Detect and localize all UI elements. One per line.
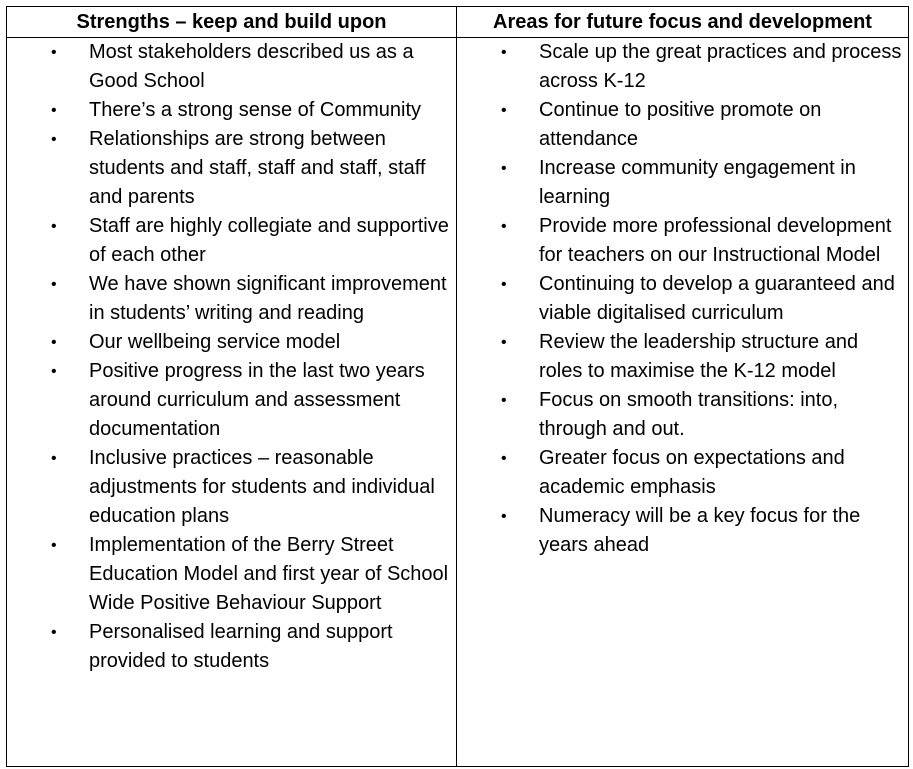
focus-area-item bbox=[457, 386, 908, 444]
focus-area-item-text: Numeracy will be a key focus for the years ahead bbox=[539, 505, 861, 556]
bullet-icon: • bbox=[51, 218, 57, 235]
focus-area-item bbox=[457, 38, 908, 96]
content-row bbox=[7, 38, 909, 767]
bullet-icon: • bbox=[51, 102, 57, 119]
strength-item-text: Implementation of the Berry Street Education Model and first year of School Wide Positive Behaviour Support bbox=[89, 534, 449, 614]
bullet-icon: • bbox=[501, 508, 507, 525]
focus-area-item bbox=[457, 96, 908, 154]
bullet-icon: • bbox=[51, 276, 57, 293]
focus-areas-header: Areas for future focus and development bbox=[457, 7, 909, 38]
strength-item bbox=[7, 125, 456, 212]
strengths-list bbox=[7, 38, 456, 676]
bullet-icon: • bbox=[51, 363, 57, 380]
bullet-icon: • bbox=[501, 450, 507, 467]
strength-item bbox=[7, 328, 456, 357]
focus-area-item bbox=[457, 328, 908, 386]
focus-area-item bbox=[457, 444, 908, 502]
focus-area-item bbox=[457, 154, 908, 212]
strength-item bbox=[7, 212, 456, 270]
focus-area-item bbox=[457, 270, 908, 328]
strength-item-text: There’s a strong sense of Community bbox=[89, 99, 422, 121]
strength-item bbox=[7, 270, 456, 328]
bullet-icon: • bbox=[51, 537, 57, 554]
strength-item-text: Inclusive practices – reasonable adjustments for students and individual education plans bbox=[89, 447, 435, 527]
focus-area-item-text: Greater focus on expectations and academic emphasis bbox=[539, 447, 845, 498]
strength-item-text: Positive progress in the last two years around curriculum and assessment documentation bbox=[89, 360, 425, 440]
strength-item bbox=[7, 618, 456, 676]
bullet-icon: • bbox=[501, 102, 507, 119]
focus-area-item-text: Scale up the great practices and process across K-12 bbox=[539, 41, 902, 92]
focus-area-item-text: Continue to positive promote on attendance bbox=[539, 99, 822, 150]
strength-item bbox=[7, 357, 456, 444]
bullet-icon: • bbox=[51, 44, 57, 61]
bullet-icon: • bbox=[51, 334, 57, 351]
strength-item-text: Relationships are strong between students and staff, staff and staff, staff and parents bbox=[89, 128, 426, 208]
focus-area-item-text: Review the leadership structure and roles to maximise the K-12 model bbox=[539, 331, 859, 382]
bullet-icon: • bbox=[51, 450, 57, 467]
strengths-focus-table bbox=[6, 6, 909, 767]
bullet-icon: • bbox=[501, 276, 507, 293]
focus-area-item-text: Increase community engagement in learning bbox=[539, 157, 856, 208]
header-row bbox=[7, 7, 909, 38]
strength-item bbox=[7, 531, 456, 618]
strength-item bbox=[7, 444, 456, 531]
strength-item-text: Staff are highly collegiate and supportive of each other bbox=[89, 215, 449, 266]
strength-item bbox=[7, 38, 456, 96]
focus-area-item-text: Focus on smooth transitions: into, through and out. bbox=[539, 389, 839, 440]
bullet-icon: • bbox=[501, 334, 507, 351]
focus-area-item-text: Continuing to develop a guaranteed and viable digitalised curriculum bbox=[539, 273, 895, 324]
strengths-header: Strengths – keep and build upon bbox=[7, 7, 457, 38]
focus-areas-cell bbox=[457, 38, 909, 767]
strength-item-text: Our wellbeing service model bbox=[89, 331, 341, 353]
bullet-icon: • bbox=[501, 44, 507, 61]
strength-item-text: We have shown significant improvement in students’ writing and reading bbox=[89, 273, 447, 324]
focus-area-item bbox=[457, 502, 908, 560]
focus-area-item-text: Provide more professional development for teachers on our Instructional Model bbox=[539, 215, 892, 266]
bullet-icon: • bbox=[501, 218, 507, 235]
bullet-icon: • bbox=[501, 392, 507, 409]
strength-item bbox=[7, 96, 456, 125]
strengths-cell bbox=[7, 38, 457, 767]
strength-item-text: Personalised learning and support provided to students bbox=[89, 621, 393, 672]
focus-area-item bbox=[457, 212, 908, 270]
bullet-icon: • bbox=[51, 131, 57, 148]
strength-item-text: Most stakeholders described us as a Good School bbox=[89, 41, 414, 92]
focus-areas-list bbox=[457, 38, 908, 560]
bullet-icon: • bbox=[501, 160, 507, 177]
bullet-icon: • bbox=[51, 624, 57, 641]
